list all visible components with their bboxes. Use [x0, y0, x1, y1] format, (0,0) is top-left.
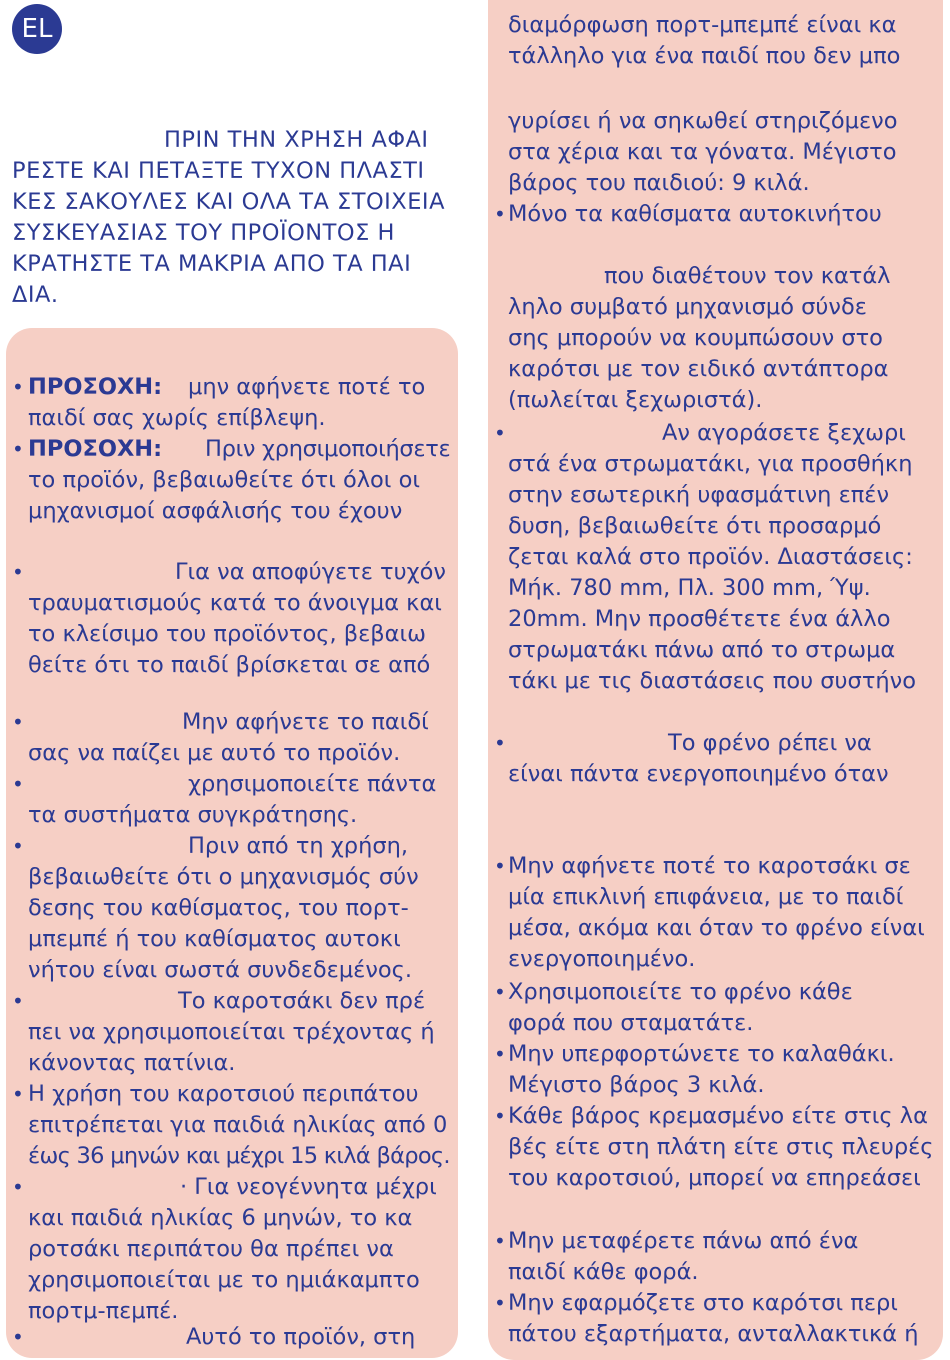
left-line: επιτρέπεται για παιδιά ηλικίας από 0: [28, 1112, 448, 1138]
right-line: είναι πάντα ενεργοποιημένο όταν: [508, 761, 889, 787]
right-line: Χρησιμοποιείτε το φρένο κάθε: [508, 979, 853, 1005]
left-line: θείτε ότι το παιδί βρίσκεται σε από: [28, 652, 431, 678]
right-line: Μην μεταφέρετε πάνω από ένα: [508, 1228, 859, 1254]
left-line: πορτμ-πεμπέ.: [28, 1298, 179, 1324]
right-line: ληλο συμβατό μηχανισμό σύνδε: [508, 294, 867, 320]
bullet-icon: •: [12, 375, 24, 399]
left-line: ροτσάκι περιπάτου θα πρέπει να: [28, 1236, 394, 1262]
left-line: και παιδιά ηλικίας 6 μηνών, το κα: [28, 1205, 413, 1231]
right-line: φορά που σταματάτε.: [508, 1010, 754, 1036]
right-line: τάλληλο για ένα παιδί που δεν μπο: [508, 43, 901, 69]
left-line: χρησιμοποιείται με το ημιάκαμπτο: [28, 1267, 420, 1293]
left-line: Πριν από τη χρήση,: [188, 833, 409, 859]
bullet-icon: •: [494, 731, 506, 755]
right-line: παιδί κάθε φορά.: [508, 1259, 699, 1285]
right-line: Μην υπερφορτώνετε το καλαθάκι.: [508, 1041, 895, 1067]
intro-line: ΡΕΣΤΕ ΚΑΙ ΠΕΤΑΞΤΕ ΤΥΧΟΝ ΠΛΑΣΤΙ: [12, 158, 425, 184]
left-line: παιδί σας χωρίς επίβλεψη.: [28, 405, 326, 431]
left-line: χρησιμοποιείτε πάντα: [188, 771, 437, 797]
left-line: μην αφήνετε ποτέ το: [188, 374, 426, 400]
left-line: έως 36 μηνών και μέχρι 15 κιλά βάρος.: [28, 1143, 450, 1169]
right-line: μία επικλινή επιφάνεια, με το παιδί: [508, 884, 904, 910]
right-line: στρωματάκι πάνω από το στρωμα: [508, 637, 896, 663]
left-line: Το καροτσάκι δεν πρέ: [178, 988, 426, 1014]
intro-line: ΠΡΙΝ ΤΗΝ ΧΡΗΣΗ ΑΦΑΙ: [164, 127, 429, 153]
left-line: Η χρήση του καροτσιού περιπάτου: [28, 1081, 419, 1107]
left-line: σας να παίζει με αυτό το προϊόν.: [28, 740, 401, 766]
right-line: καρότσι με τον ειδικό αντάπτορα: [508, 356, 889, 382]
bullet-icon: •: [12, 437, 24, 461]
warning-label: ΠΡΟΣΟΧΗ:: [28, 374, 163, 400]
bullet-icon: •: [12, 834, 24, 858]
left-line: κάνοντας πατίνια.: [28, 1050, 236, 1076]
right-line: πάτου εξαρτήματα, ανταλλακτικά ή: [508, 1321, 919, 1347]
bullet-icon: •: [12, 1325, 24, 1349]
left-line: βεβαιωθείτε ότι ο μηχανισμός σύν: [28, 864, 419, 890]
right-line: στά ένα στρωματάκι, για προσθήκη: [508, 451, 913, 477]
bullet-icon: •: [12, 1082, 24, 1106]
left-line: Αυτό το προϊόν, στη: [186, 1324, 416, 1350]
bullet-icon: •: [494, 1291, 506, 1315]
bullet-icon: •: [12, 710, 24, 734]
right-line: στα χέρια και τα γόνατα. Μέγιστο: [508, 139, 897, 165]
left-line: δεσης του καθίσματος, του πορτ-: [28, 895, 409, 921]
right-line: Κάθε βάρος κρεμασμένο είτε στις λα: [508, 1103, 928, 1129]
left-line: νήτου είναι σωστά συνδεδεμένος.: [28, 957, 413, 983]
bullet-icon: •: [494, 854, 506, 878]
right-line: βάρος του παιδιού: 9 κιλά.: [508, 170, 810, 196]
right-line: Μην αφήνετε ποτέ το καροτσάκι σε: [508, 853, 911, 879]
bullet-icon: •: [12, 1175, 24, 1199]
left-line: Πριν χρησιμοποιήσετε: [205, 436, 451, 462]
bullet-icon: •: [12, 560, 24, 584]
left-line: το κλείσιμο του προϊόντος, βεβαιω: [28, 621, 426, 647]
intro-line: ΔΙΑ.: [12, 282, 59, 308]
left-line: το προϊόν, βεβαιωθείτε ότι όλοι οι: [28, 467, 420, 493]
right-line: δυση, βεβαιωθείτε ότι προσαρμό: [508, 513, 882, 539]
intro-warning: [12, 125, 457, 311]
right-line: Μήκ. 780 mm, Πλ. 300 mm, Ύψ.: [508, 575, 871, 601]
intro-line: ΚΡΑΤΗΣΤΕ ΤΑ ΜΑΚΡΙΑ ΑΠΟ ΤΑ ΠΑΙ: [12, 251, 412, 277]
right-line: του καροτσιού, μπορεί να επηρεάσει: [508, 1165, 921, 1191]
right-line: ενεργοποιημένο.: [508, 946, 696, 972]
right-line: Μέγιστο βάρος 3 κιλά.: [508, 1072, 765, 1098]
bullet-icon: •: [494, 1104, 506, 1128]
language-badge: EL: [12, 4, 62, 54]
intro-line: ΣΥΣΚΕΥΑΣΙΑΣ ΤΟΥ ΠΡΟΪΟΝΤΟΣ Η: [12, 220, 395, 246]
left-line: μπεμπέ ή του καθίσματος αυτοκι: [28, 926, 401, 952]
warning-label: ΠΡΟΣΟΧΗ:: [28, 436, 163, 462]
right-line: διαμόρφωση πορτ-μπεμπέ είναι κα: [508, 12, 897, 38]
left-line: Για να αποφύγετε τυχόν: [175, 559, 446, 585]
bullet-icon: •: [12, 772, 24, 796]
left-line: πει να χρησιμοποιείται τρέχοντας ή: [28, 1019, 435, 1045]
right-line: που διαθέτουν τον κατάλ: [604, 263, 891, 289]
right-line: γυρίσει ή να σηκωθεί στηριζόμενο: [508, 108, 898, 134]
right-line: Αν αγοράσετε ξεχωρι: [662, 420, 906, 446]
left-line: Μην αφήνετε το παιδί: [182, 709, 429, 735]
bullet-icon: •: [494, 1042, 506, 1066]
right-line: Μόνο τα καθίσματα αυτοκινήτου: [508, 201, 882, 227]
bullet-icon: •: [12, 989, 24, 1013]
right-line: βές είτε στη πλάτη είτε στις πλευρές: [508, 1134, 934, 1160]
bullet-icon: •: [494, 1229, 506, 1253]
right-line: στην εσωτερική υφασμάτινη επέν: [508, 482, 890, 508]
right-line: μέσα, ακόμα και όταν το φρένο είναι: [508, 915, 925, 941]
left-line: τραυματισμούς κατά το άνοιγμα και: [28, 590, 442, 616]
bullet-icon: •: [494, 980, 506, 1004]
left-line: · Για νεογέννητα μέχρι: [180, 1174, 437, 1200]
left-line: μηχανισμοί ασφάλισής του έχουν: [28, 498, 403, 524]
left-line: τα συστήματα συγκράτησης.: [28, 802, 358, 828]
bullet-icon: •: [494, 202, 506, 226]
right-line: (πωλείται ξεχωριστά).: [508, 387, 763, 413]
right-line: Το φρένο ρέπει να: [668, 730, 872, 756]
right-line: τάκι με τις διαστάσεις που συστήνο: [508, 668, 916, 694]
intro-line: ΚΕΣ ΣΑΚΟΥΛΕΣ ΚΑΙ ΟΛΑ ΤΑ ΣΤΟΙΧΕΙΑ: [12, 189, 445, 215]
right-line: 20mm. Μην προσθέτετε ένα άλλο: [508, 606, 891, 632]
bullet-icon: •: [494, 421, 506, 445]
right-line: ζεται καλά στο προϊόν. Διαστάσεις:: [508, 544, 913, 570]
right-line: σης μπορούν να κουμπώσουν στο: [508, 325, 883, 351]
right-line: Μην εφαρμόζετε στο καρότσι περι: [508, 1290, 898, 1316]
